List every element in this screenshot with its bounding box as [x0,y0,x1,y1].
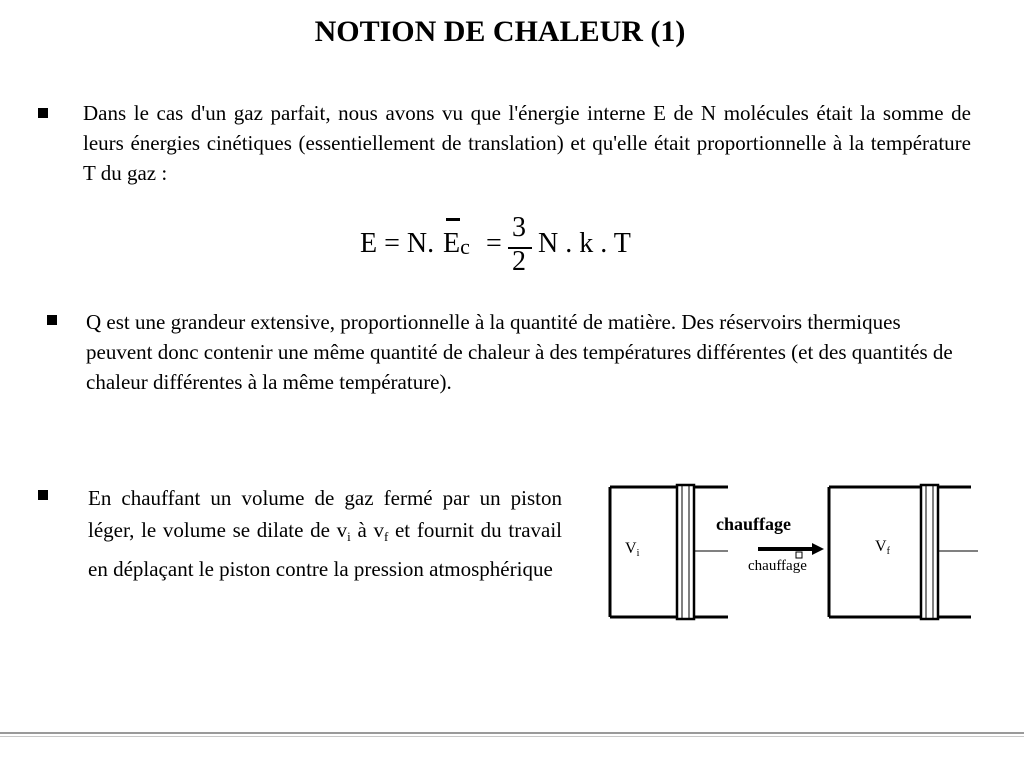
paragraph3-part1: En chauffant un volume de gaz fermé par un piston léger, le volume se dilate de v [88,486,562,542]
label-vf-subscript: f [886,546,890,557]
formula-equals: = [486,228,502,259]
label-heating-bold: chauffage [716,514,791,534]
label-initial-volume [625,540,639,559]
paragraph-extensive-quantity: Q est une grandeur extensive, proportionnelle à la quantité de matière. Des réservoirs thermiques peuvent donc contenir une même quantité de chaleur à des températures différentes (et des quantités de chaleur différentes à la même température). [86,310,953,394]
formula-ec-subscript: c [460,234,470,259]
slide-title: NOTION DE CHALEUR (1) [314,15,686,48]
formula-mean-bar [446,218,460,221]
cylinder-final [829,485,978,619]
paragraph3-sub-f: f [383,529,389,544]
label-vf-letter: V [875,538,887,555]
bullet-marker-1 [38,108,48,118]
paragraph-internal-energy: Dans le cas d'un gaz parfait, nous avons vu que l'énergie interne E de N molécules était la somme de leurs énergies cinétiques (essentiellement de translation) et qu'elle était proportionnelle à la température T du gaz : [83,101,971,185]
formula-denominator: 2 [512,246,526,277]
piston-diagram-drawing [600,480,1000,630]
paragraph3-part3: et fournit du travail en déplaçant le piston contre la pression atmosphérique [88,518,563,581]
bullet-marker-3 [38,490,48,500]
label-vi-letter: V [625,540,637,557]
footer-divider-secondary [0,736,1024,737]
footer-divider [0,732,1024,734]
label-heating-small: chauffage [748,558,807,574]
piston-diagram [600,480,1000,630]
formula-numerator: 3 [512,212,526,243]
paragraph-heating-piston [88,482,562,585]
formula-right: N . k . T [538,228,631,259]
paragraph3-part2: à v [350,518,384,542]
energy-formula [360,214,680,284]
formula-left: E = N. [360,228,435,259]
bullet-marker-2 [47,315,57,325]
formula-ec [443,228,470,260]
paragraph3-sub-i: i [347,529,351,544]
heating-arrow [758,543,824,558]
label-final-volume [875,538,890,557]
formula-ec-letter: E [443,228,461,259]
label-vi-subscript: i [636,548,640,559]
